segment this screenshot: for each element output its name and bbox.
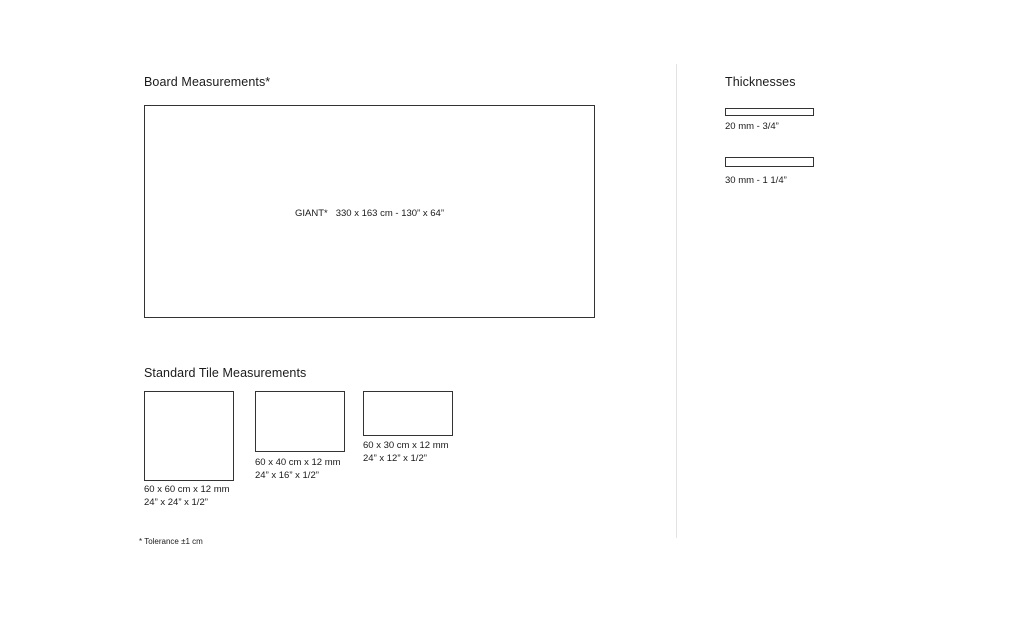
tile-60x60-metric: 60 x 60 cm x 12 mm <box>144 484 230 495</box>
tile-60x60-imperial: 24” x 24” x 1/2” <box>144 497 208 508</box>
tile-60x40-metric: 60 x 40 cm x 12 mm <box>255 457 341 468</box>
giant-board-name: GIANT* <box>295 208 328 219</box>
tile-60x40-caption <box>255 456 341 482</box>
tile-60x30-imperial: 24” x 12” x 1/2” <box>363 453 427 464</box>
giant-board-label <box>145 208 594 219</box>
standard-tile-title: Standard Tile Measurements <box>144 366 307 380</box>
giant-board-size: 330 x 163 cm - 130” x 64” <box>335 208 444 219</box>
thickness-30mm-bar <box>725 157 814 167</box>
thickness-20mm-bar <box>725 108 814 116</box>
tile-60x30-outline <box>363 391 453 436</box>
tile-60x40-outline <box>255 391 345 452</box>
tile-60x60-caption <box>144 483 230 509</box>
board-measurements-title: Board Measurements* <box>144 75 271 89</box>
tile-60x30-caption <box>363 439 449 465</box>
thicknesses-title: Thicknesses <box>725 75 796 89</box>
tile-60x30-metric: 60 x 30 cm x 12 mm <box>363 440 449 451</box>
tolerance-note: * Tolerance ±1 cm <box>139 537 203 546</box>
thickness-20mm-label: 20 mm - 3/4” <box>725 121 779 132</box>
tile-60x60-outline <box>144 391 234 481</box>
thickness-30mm-label: 30 mm - 1 1/4” <box>725 175 787 186</box>
column-divider <box>676 64 677 538</box>
tile-60x40-imperial: 24” x 16” x 1/2” <box>255 470 319 481</box>
